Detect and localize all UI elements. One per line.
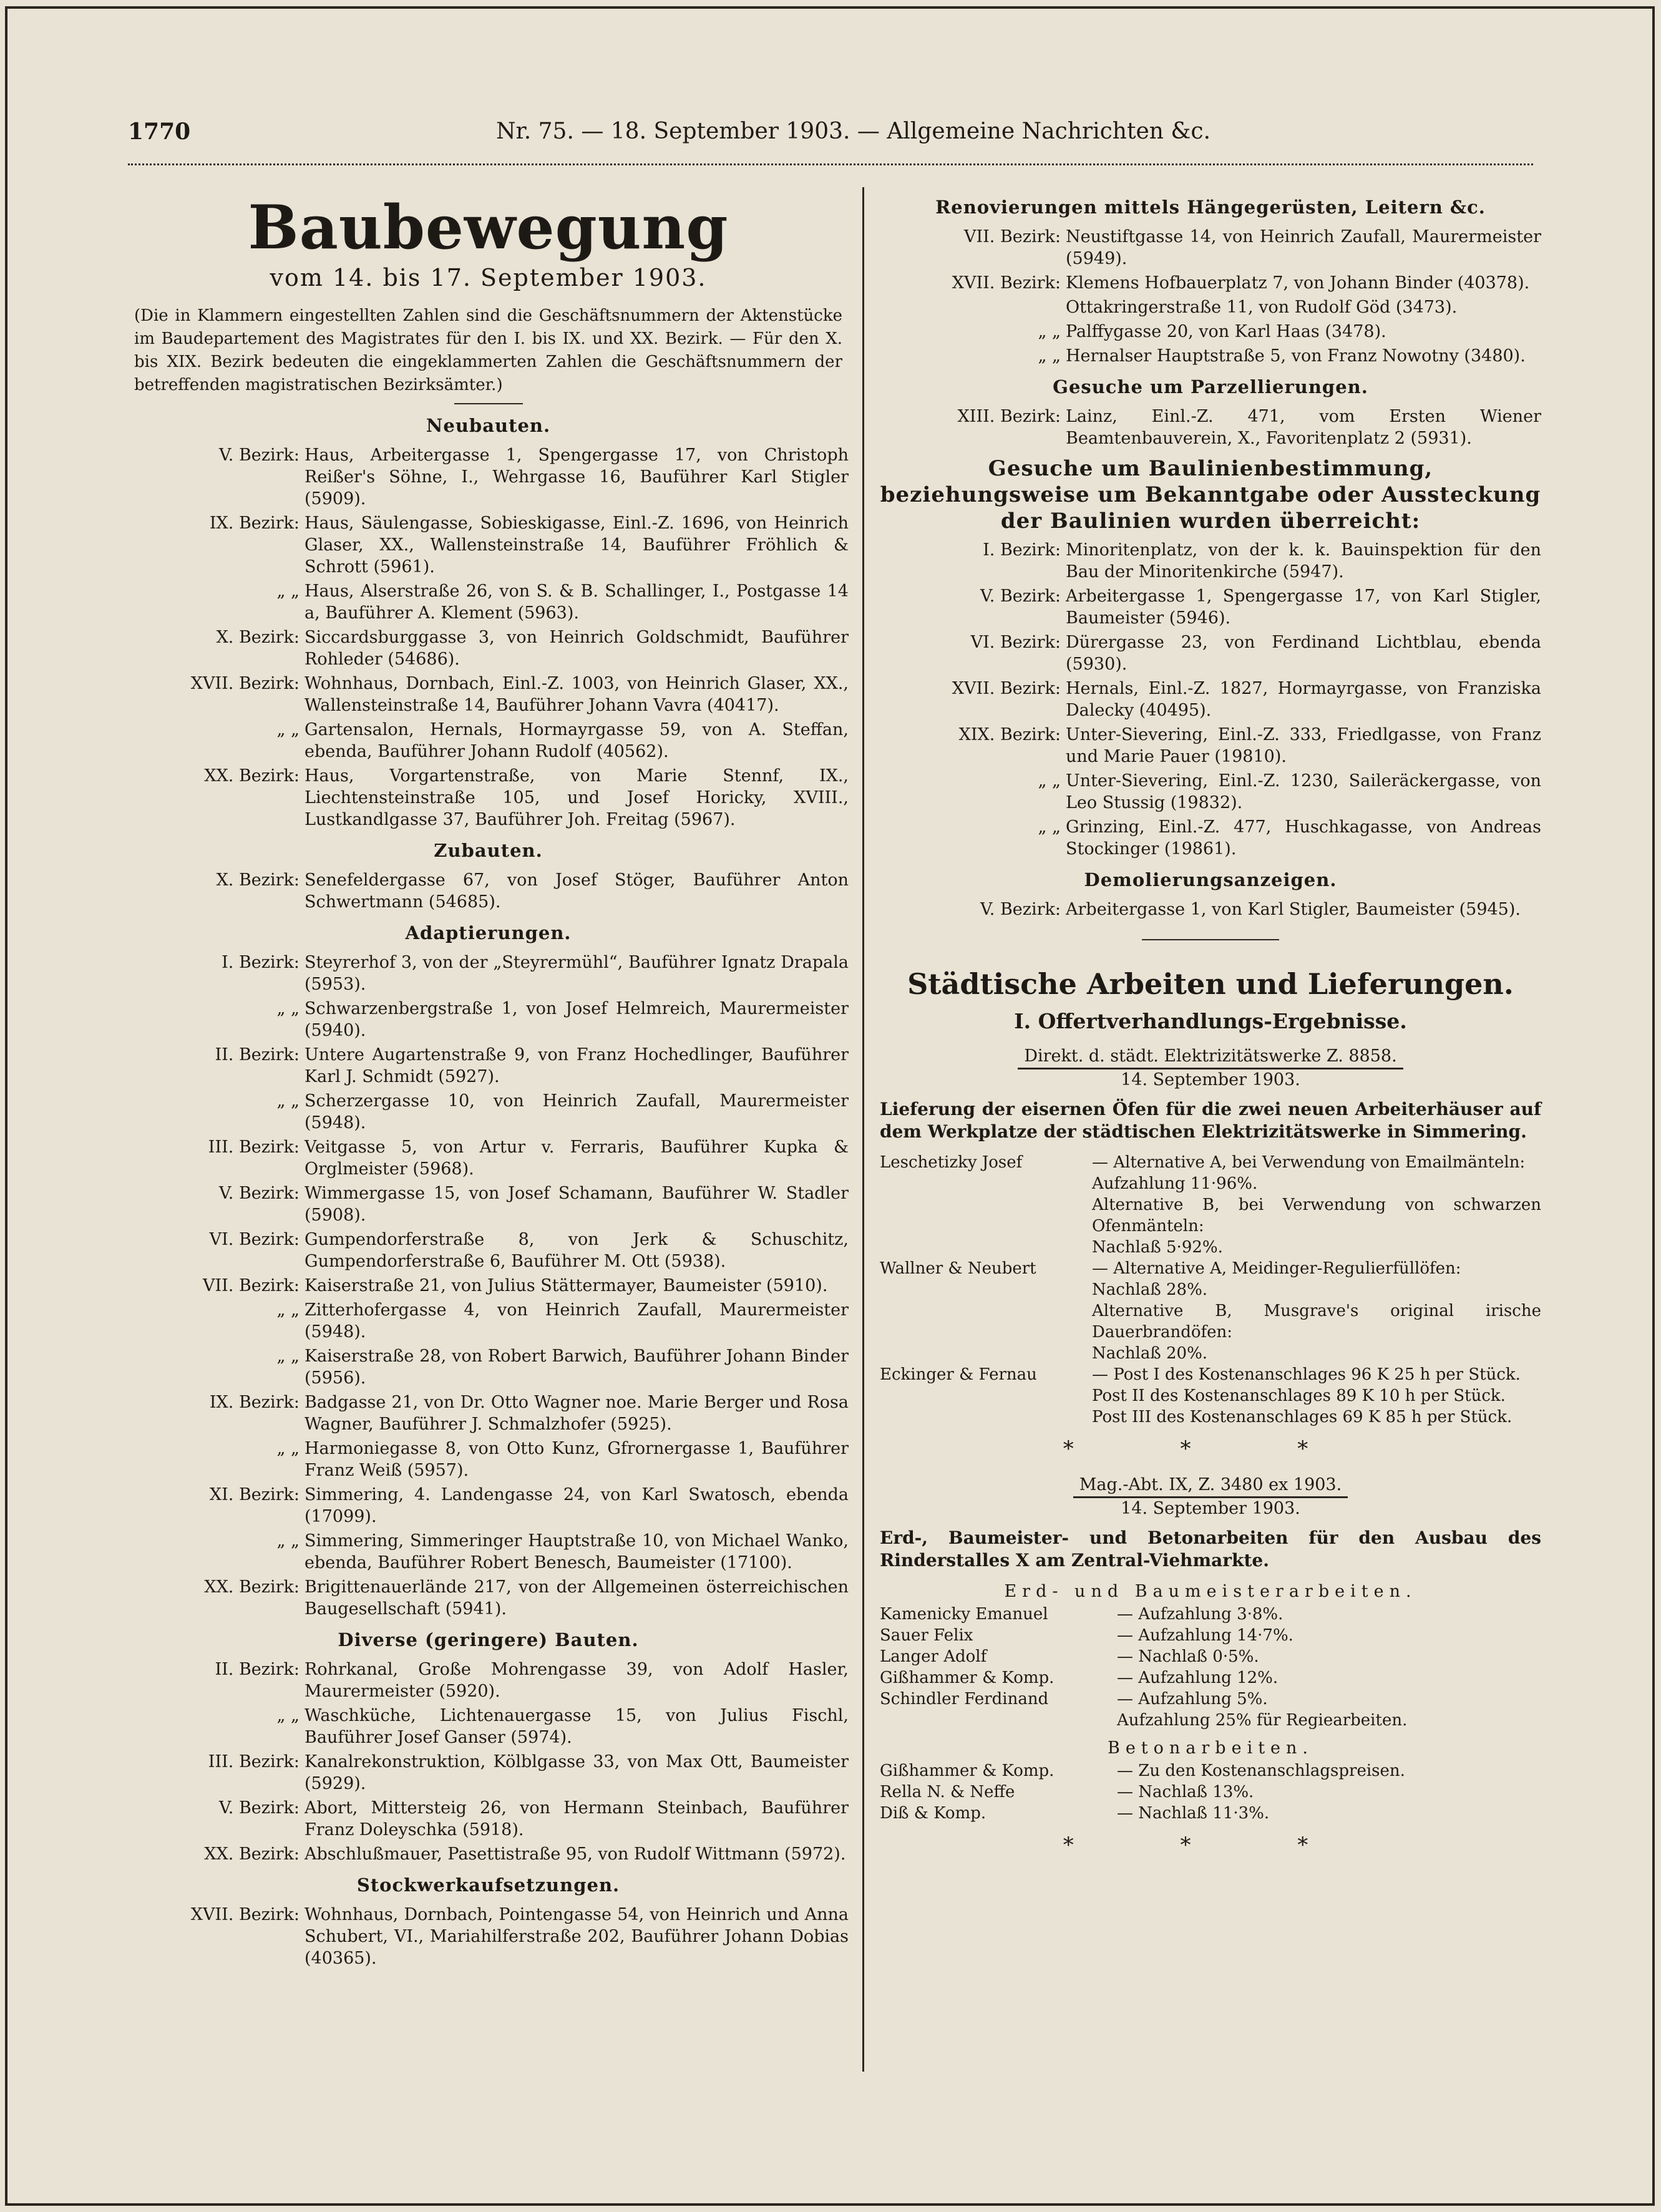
district-label: V. Bezirk:: [980, 900, 1061, 919]
district-label: „ „: [276, 1300, 300, 1320]
list-item: [128, 512, 849, 578]
district-label: „ „: [276, 582, 300, 601]
list-item: [880, 226, 1541, 270]
section-separator: [1142, 939, 1279, 940]
entry-text: Unter-Sievering, Einl.-Z. 333, Friedlgasse, von Franz und Marie Pauer (19810).: [1066, 725, 1541, 766]
district-label: „ „: [1038, 322, 1061, 341]
right-column: [880, 187, 1541, 1870]
bid-row: [880, 1258, 1541, 1364]
entry-text: Simmering, 4. Landengasse 24, von Karl Swatosch, ebenda (17099).: [304, 1485, 849, 1526]
bid-details: [1092, 1152, 1541, 1258]
bid-line: Nachlaß 20%.: [1092, 1344, 1208, 1363]
results-heading: I. Offertverhandlungs-Ergebnisse.: [1014, 1009, 1407, 1033]
list-item: [128, 580, 849, 624]
entry-text: Badgasse 21, von Dr. Otto Wagner noe. Marie Berger und Rosa Wagner, Bauführer J. Schmalzhofer (5925).: [304, 1393, 849, 1434]
bid-line: Aufzahlung 25% für Regiearbeiten.: [1117, 1711, 1408, 1730]
bid-list: [880, 1152, 1541, 1428]
district-label: „ „: [276, 1706, 300, 1725]
left-sections: [128, 412, 849, 1969]
main-title: Baubewegung: [248, 192, 729, 263]
entry-text: Haus, Säulengasse, Sobieskigasse, Einl.-Z. 1696, von Heinrich Glaser, XX., Wallensteinstraße 14, Bauführer Fröhlich & Schrott (5961).: [304, 514, 849, 577]
entry-text: Veitgasse 5, von Artur v. Ferraris, Bauführer Kupka & Orglmeister (5968).: [304, 1138, 849, 1179]
bid-row: [880, 1781, 1541, 1803]
entry-text: Untere Augartenstraße 9, von Franz Hochedlinger, Bauführer Karl J. Schmidt (5927).: [304, 1045, 849, 1086]
list-item: [128, 626, 849, 670]
district-label: V. Bezirk:: [980, 587, 1061, 606]
bid-details: [1117, 1604, 1541, 1625]
list-item: [128, 1438, 849, 1481]
entry-text: Schwarzenbergstraße 1, von Josef Helmreich, Maurermeister (5940).: [304, 999, 849, 1040]
bid-row: [880, 1688, 1541, 1731]
entry-text: Kaiserstraße 21, von Julius Stättermayer, Baumeister (5910).: [304, 1276, 828, 1295]
entry-text: Palffygasse 20, von Karl Haas (3478).: [1066, 322, 1386, 341]
bidder-name: Rella N. & Neffe: [880, 1783, 1015, 1801]
bid-line: — Alternative A, bei Verwendung von Emailmänteln:: [1092, 1153, 1526, 1172]
running-head: Nr. 75. — 18. September 1903. — Allgemeine Nachrichten &c.: [496, 119, 1211, 144]
district-label: II. Bezirk:: [215, 1660, 300, 1679]
list-item: [128, 1843, 849, 1865]
bid-line: Aufzahlung 11·96%.: [1092, 1174, 1258, 1193]
section-heading: Diverse (geringere) Bauten.: [338, 1629, 639, 1650]
list-item: [128, 1345, 849, 1389]
district-label: IX. Bezirk:: [209, 514, 300, 533]
list-item: [880, 631, 1541, 675]
district-label: XX. Bezirk:: [204, 766, 300, 786]
district-label: VI. Bezirk:: [209, 1230, 300, 1249]
entry-text: Ottakringerstraße 11, von Rudolf Göd (3473).: [1066, 298, 1458, 317]
bid-details: [1117, 1667, 1541, 1688]
header-rule: [128, 163, 1533, 169]
list-item: [880, 770, 1541, 814]
entry-text: Lainz, Einl.-Z. 471, vom Ersten Wiener Beamtenbauverein, X., Favoritenplatz 2 (5931).: [1066, 407, 1541, 448]
bid-line: Nachlaß 5·92%.: [1092, 1238, 1223, 1257]
list-item: [128, 673, 849, 716]
list-item: [880, 724, 1541, 767]
district-label: X. Bezirk:: [216, 628, 300, 647]
subcategory-heading: Betonarbeiten.: [1107, 1738, 1314, 1758]
tender-reference: Direkt. d. städt. Elektrizitätswerke Z. 8858.: [1018, 1045, 1403, 1069]
bidder-name: Kamenicky Emanuel: [880, 1605, 1048, 1624]
district-label: „ „: [276, 1531, 300, 1551]
list-item: [128, 765, 849, 831]
list-item: [128, 1797, 849, 1841]
bidder-name: Schindler Ferdinand: [880, 1690, 1049, 1708]
bid-details: [1117, 1625, 1541, 1646]
list-item: [128, 1182, 849, 1226]
list-item: [128, 998, 849, 1041]
tender-block-1: [880, 1045, 1541, 1461]
bid-line: Post II des Kostenanschlages 89 K 10 h per Stück.: [1092, 1386, 1506, 1405]
list-item: [128, 1090, 849, 1134]
district-label: „ „: [1038, 346, 1061, 366]
district-label: VII. Bezirk:: [202, 1276, 300, 1295]
entry-text: Simmering, Simmeringer Hauptstraße 10, von Michael Wanko, ebenda, Bauführer Robert Benesch, Baumeister (17100).: [304, 1531, 849, 1572]
main-subtitle: vom 14. bis 17. September 1903.: [270, 264, 707, 291]
bidder-name: Leschetizky Josef: [880, 1153, 1023, 1172]
section-heading: Zubauten.: [434, 840, 543, 861]
section-heading: Renovierungen mittels Hängegerüsten, Leitern &c.: [935, 197, 1486, 218]
entry-text: Wohnhaus, Dornbach, Einl.-Z. 1003, von Heinrich Glaser, XX., Wallensteinstraße 14, Bauführer Johann Vavra (40417).: [304, 674, 849, 715]
works-title: Städtische Arbeiten und Lieferungen.: [907, 967, 1514, 1001]
district-label: „ „: [276, 1439, 300, 1458]
tender-block-2: [880, 1474, 1541, 1858]
district-label: XI. Bezirk:: [209, 1485, 300, 1504]
district-label: V. Bezirk:: [219, 446, 300, 465]
entry-text: Arbeitergasse 1, von Karl Stigler, Baumeister (5945).: [1066, 900, 1521, 919]
district-label: V. Bezirk:: [219, 1798, 300, 1818]
district-label: XVII. Bezirk:: [190, 1905, 300, 1924]
left-column: [128, 187, 849, 1972]
section-heading: Demolierungsanzeigen.: [1084, 869, 1337, 890]
list-item: [128, 1391, 849, 1435]
list-item: [128, 719, 849, 763]
page-number: 1770: [128, 119, 191, 145]
list-item: [128, 869, 849, 913]
tender-reference: Mag.-Abt. IX, Z. 3480 ex 1903.: [1073, 1474, 1348, 1498]
list-item: [880, 585, 1541, 629]
bid-line: — Alternative A, Meidinger-Regulierfüllöfen:: [1092, 1259, 1461, 1278]
bid-row: [880, 1604, 1541, 1625]
list-item: [880, 678, 1541, 721]
bid-details: [1117, 1781, 1541, 1803]
bid-line: — Aufzahlung 5%.: [1117, 1690, 1268, 1708]
bid-line: — Nachlaß 0·5%.: [1117, 1647, 1259, 1666]
entry-text: Klemens Hofbauerplatz 7, von Johann Binder (40378).: [1066, 273, 1530, 293]
district-label: XIII. Bezirk:: [957, 407, 1061, 426]
entry-text: Senefeldergasse 67, von Josef Stöger, Bauführer Anton Schwertmann (54685).: [304, 870, 849, 912]
district-label: I. Bezirk:: [983, 540, 1061, 560]
bid-line: — Nachlaß 13%.: [1117, 1783, 1254, 1801]
bidder-name: Gißhammer & Komp.: [880, 1761, 1055, 1780]
entry-text: Scherzergasse 10, von Heinrich Zaufall, Maurermeister (5948).: [304, 1091, 849, 1133]
bidder-name: Wallner & Neubert: [880, 1259, 1036, 1278]
list-item: [880, 321, 1541, 343]
entry-text: Gartensalon, Hernals, Hormayrgasse 59, von A. Steffan, ebenda, Bauführer Johann Rudolf (40562).: [304, 720, 849, 761]
district-label: „ „: [1038, 771, 1061, 791]
entry-text: Waschküche, Lichtenauergasse 15, von Julius Fischl, Bauführer Josef Ganser (5974).: [304, 1706, 849, 1747]
bid-row: [880, 1646, 1541, 1667]
stars-separator: * * *: [1063, 1436, 1358, 1461]
bid-row: [880, 1364, 1541, 1428]
entry-text: Abschlußmauer, Pasettistraße 95, von Rudolf Wittmann (5972).: [304, 1844, 846, 1864]
list-item: [128, 1705, 849, 1748]
entry-text: Wimmergasse 15, von Josef Schamann, Bauführer W. Stadler (5908).: [304, 1184, 849, 1225]
bid-details: [1117, 1688, 1541, 1731]
list-item: [880, 899, 1541, 920]
list-item: [128, 1299, 849, 1343]
list-item: [880, 296, 1541, 318]
district-label: XVII. Bezirk:: [952, 273, 1061, 293]
entry-text: Rohrkanal, Große Mohrengasse 39, von Adolf Hasler, Maurermeister (5920).: [304, 1660, 849, 1701]
list-item: [880, 345, 1541, 367]
tender-date: 14. September 1903.: [1121, 1499, 1300, 1518]
district-label: „ „: [276, 720, 300, 739]
bidder-name: Eckinger & Fernau: [880, 1365, 1037, 1384]
entry-text: Haus, Vorgartenstraße, von Marie Stennf, IX., Liechtensteinstraße 105, und Josef Horicky, XVIII., Lustkandlgasse 37, Bauführer Joh. Freitag (5967).: [304, 766, 849, 829]
district-label: III. Bezirk:: [208, 1752, 300, 1771]
bid-line: — Zu den Kostenanschlagspreisen.: [1117, 1761, 1405, 1780]
list-item: [880, 272, 1541, 294]
page-header: [128, 119, 1533, 156]
section-heading: Gesuche um Parzellierungen.: [1053, 376, 1368, 397]
bid-line: Alternative B, Musgrave's original irische Dauerbrandöfen:: [1092, 1302, 1541, 1342]
bid-row: [880, 1152, 1541, 1258]
district-label: „ „: [276, 1091, 300, 1111]
entry-text: Neustiftgasse 14, von Heinrich Zaufall, Maurermeister (5949).: [1066, 227, 1541, 268]
entry-text: Zitterhofergasse 4, von Heinrich Zaufall, Maurermeister (5948).: [304, 1300, 849, 1342]
list-item: [128, 1904, 849, 1969]
bid-line: — Aufzahlung 14·7%.: [1117, 1626, 1293, 1645]
bid-line: Alternative B, bei Verwendung von schwarzen Ofenmänteln:: [1092, 1196, 1541, 1235]
bid-row: [880, 1667, 1541, 1688]
entry-text: Kanalrekonstruktion, Kölblgasse 33, von Max Ott, Baumeister (5929).: [304, 1752, 849, 1793]
bid-details: [1117, 1803, 1541, 1824]
bid-details: [1092, 1364, 1541, 1428]
list-item: [128, 1751, 849, 1795]
section-heading: Neubauten.: [426, 415, 551, 436]
bidder-name: Gißhammer & Komp.: [880, 1669, 1055, 1687]
entry-text: Harmoniegasse 8, von Otto Kunz, Gfrornergasse 1, Bauführer Franz Weiß (5957).: [304, 1439, 849, 1480]
bid-list: [880, 1604, 1541, 1731]
bid-line: — Post I des Kostenanschlages 96 K 25 h per Stück.: [1092, 1365, 1521, 1384]
list-item: [128, 1530, 849, 1574]
stars-separator: * * *: [1063, 1833, 1358, 1858]
bid-details: [1117, 1646, 1541, 1667]
tender-date: 14. September 1903.: [1121, 1070, 1300, 1089]
district-label: „ „: [276, 1347, 300, 1366]
district-label: VII. Bezirk:: [963, 227, 1061, 246]
district-label: XX. Bezirk:: [204, 1577, 300, 1597]
district-label: „ „: [276, 999, 300, 1018]
list-item: [128, 1044, 849, 1088]
entry-text: Grinzing, Einl.-Z. 477, Huschkagasse, von Andreas Stockinger (19861).: [1066, 817, 1541, 859]
district-label: VI. Bezirk:: [970, 633, 1061, 652]
entry-text: Gumpendorferstraße 8, von Jerk & Schuschitz, Gumpendorferstraße 6, Bauführer M. Ott (5938).: [304, 1230, 849, 1271]
bid-line: — Aufzahlung 12%.: [1117, 1669, 1279, 1687]
list-item: [128, 1484, 849, 1527]
list-item: [880, 816, 1541, 860]
right-sections: [880, 193, 1541, 920]
entry-text: Hernalser Hauptstraße 5, von Franz Nowotny (3480).: [1066, 346, 1526, 366]
bid-details: [1117, 1760, 1541, 1781]
bid-row: [880, 1760, 1541, 1781]
entry-text: Brigittenauerlände 217, von der Allgemeinen österreichischen Baugesellschaft (5941).: [304, 1577, 849, 1619]
bid-list: [880, 1760, 1541, 1824]
list-item: [128, 1275, 849, 1297]
section-heading: Gesuche um Baulinienbestimmung, beziehungsweise um Bekanntgabe oder Aussteckung der Baulinien wurden überreicht:: [880, 456, 1541, 534]
district-label: X. Bezirk:: [216, 870, 300, 890]
list-item: [128, 444, 849, 510]
bid-row: [880, 1803, 1541, 1824]
subcategory-heading: Erd- und Baumeisterarbeiten.: [1004, 1582, 1417, 1601]
district-label: II. Bezirk:: [215, 1045, 300, 1065]
section-heading: Stockwerkaufsetzungen.: [356, 1874, 620, 1896]
entry-text: Steyrerhof 3, von der „Steyrermühl“, Bauführer Ignatz Drapala (5953).: [304, 953, 849, 994]
entry-text: Haus, Alserstraße 26, von S. & B. Schallinger, I., Postgasse 14 a, Bauführer A. Klement (5963).: [304, 582, 849, 623]
bid-details: [1092, 1258, 1541, 1364]
list-item: [128, 1576, 849, 1620]
district-label: „ „: [1038, 817, 1061, 837]
tender-object: Erd-, Baumeister- und Betonarbeiten für den Ausbau des Rinderstalles X am Zentral-Viehmarkte.: [880, 1527, 1541, 1571]
column-divider: [862, 187, 864, 2072]
district-label: III. Bezirk:: [208, 1138, 300, 1157]
list-item: [880, 406, 1541, 449]
district-label: IX. Bezirk:: [209, 1393, 300, 1412]
entry-text: Dürergasse 23, von Ferdinand Lichtblau, ebenda (5930).: [1066, 633, 1541, 674]
bid-line: — Nachlaß 11·3%.: [1117, 1804, 1270, 1823]
tender-object: Lieferung der eisernen Öfen für die zwei neuen Arbeiterhäuser auf dem Werkplatze der städtischen Elektrizitätswerke in Simmering.: [880, 1099, 1541, 1142]
section-heading: Adaptierungen.: [405, 922, 572, 943]
bid-line: — Aufzahlung 3·8%.: [1117, 1605, 1284, 1624]
bid-row: [880, 1625, 1541, 1646]
district-label: I. Bezirk:: [222, 953, 300, 972]
bidder-name: Langer Adolf: [880, 1647, 987, 1666]
entry-text: Haus, Arbeitergasse 1, Spengergasse 17, von Christoph Reißer's Söhne, I., Wehrgasse 16, Bauführer Karl Stigler (5909).: [304, 446, 849, 509]
bid-line: Post III des Kostenanschlages 69 K 85 h per Stück.: [1092, 1408, 1512, 1426]
district-label: XX. Bezirk:: [204, 1844, 300, 1864]
entry-text: Hernals, Einl.-Z. 1827, Hormayrgasse, von Franziska Dalecky (40495).: [1066, 679, 1541, 720]
entry-text: Abort, Mittersteig 26, von Hermann Steinbach, Bauführer Franz Doleyschka (5918).: [304, 1798, 849, 1839]
bid-line: Nachlaß 28%.: [1092, 1280, 1208, 1299]
entry-text: Minoritenplatz, von der k. k. Bauinspektion für den Bau der Minoritenkirche (5947).: [1066, 540, 1541, 582]
intro-note: (Die in Klammern eingestellten Zahlen sind die Geschäftsnummern der Aktenstücke im Baudepartement des Magistrates für den I. bis IX. und XX. Bezirk. — Für den X. bis XIX. Bezirk bedeuten die eingeklammerten Zahlen die Geschäftsnummern der betreffenden magistratischen Bezirksämter.): [134, 306, 842, 394]
entry-text: Unter-Sievering, Einl.-Z. 1230, Saileräckergasse, von Leo Stussig (19832).: [1066, 771, 1541, 812]
list-item: [880, 539, 1541, 583]
entry-text: Arbeitergasse 1, Spengergasse 17, von Karl Stigler, Baumeister (5946).: [1066, 587, 1541, 628]
bidder-name: Diß & Komp.: [880, 1804, 986, 1823]
district-label: XIX. Bezirk:: [958, 725, 1061, 744]
district-label: XVII. Bezirk:: [952, 679, 1061, 698]
entry-text: Kaiserstraße 28, von Robert Barwich, Bauführer Johann Binder (5956).: [304, 1347, 849, 1388]
short-rule: [454, 403, 523, 404]
district-label: [880, 296, 1066, 318]
district-label: XVII. Bezirk:: [190, 674, 300, 693]
list-item: [128, 1136, 849, 1180]
list-item: [128, 1659, 849, 1702]
bidder-name: Sauer Felix: [880, 1626, 973, 1645]
list-item: [128, 952, 849, 995]
entry-text: Wohnhaus, Dornbach, Pointengasse 54, von Heinrich und Anna Schubert, VI., Mariahilferstraße 202, Bauführer Johann Dobias (40365).: [304, 1905, 849, 1968]
district-label: V. Bezirk:: [219, 1184, 300, 1203]
entry-text: Siccardsburggasse 3, von Heinrich Goldschmidt, Bauführer Rohleder (54686).: [304, 628, 849, 669]
list-item: [128, 1229, 849, 1272]
